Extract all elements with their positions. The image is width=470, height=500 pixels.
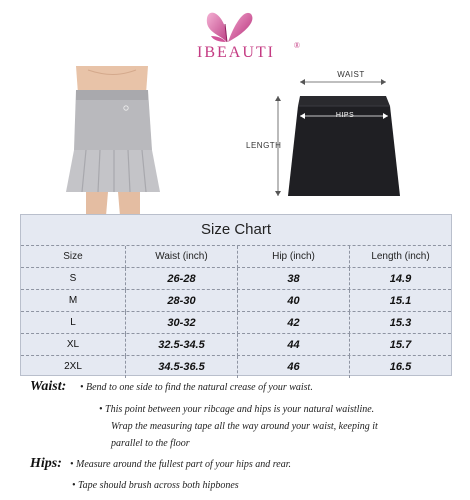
waist-cell: 30-32 [125, 312, 237, 334]
table-row [21, 311, 451, 334]
hips-heading: Hips: [30, 456, 62, 471]
length-cell: 14.9 [349, 268, 451, 290]
hip-cell: 44 [237, 334, 349, 356]
waist-note: • This point between your ribcage and hips is your natural waistline. [99, 404, 375, 415]
table-row [21, 289, 451, 312]
registered-mark: ® [293, 41, 302, 50]
column-header-hip: Hip (inch) [237, 246, 349, 268]
waist-cell: 32.5-34.5 [125, 334, 237, 356]
waist-note: • Bend to one side to find the natural crease of your waist. [80, 382, 313, 393]
waist-note: Wrap the measuring tape all the way around your waist, keeping it [111, 421, 378, 432]
hip-cell: 46 [237, 356, 349, 378]
waist-cell: 26-28 [125, 268, 237, 290]
measurement-diagram [240, 68, 440, 208]
hips-label: HIPS [335, 112, 355, 119]
column-header-waist: Waist (inch) [125, 246, 237, 268]
length-cell: 15.3 [349, 312, 451, 334]
length-cell: 15.1 [349, 290, 451, 312]
column-header-length: Length (inch) [349, 246, 451, 268]
table-row [21, 355, 451, 378]
size-chart-title: Size Chart [200, 221, 272, 238]
size-cell: XL [66, 339, 80, 350]
hips-note: • Measure around the fullest part of your hips and rear. [70, 459, 291, 470]
hip-cell: 38 [237, 268, 349, 290]
size-cell: L [70, 317, 76, 328]
brand-name: IBEAUTI ® [197, 41, 302, 61]
length-label: LENGTH [246, 141, 282, 150]
length-cell: 16.5 [349, 356, 451, 378]
waist-label: WAIST [337, 70, 365, 79]
waist-cell: 28-30 [125, 290, 237, 312]
table-header-row [21, 245, 451, 268]
butterfly-icon [199, 4, 255, 46]
hips-note: • Tape should brush across both hipbones [72, 480, 239, 491]
column-header-size: Size [63, 251, 83, 262]
table-row [21, 333, 451, 356]
table-row [21, 267, 451, 290]
length-cell: 15.7 [349, 334, 451, 356]
waist-cell: 34.5-36.5 [125, 356, 237, 378]
hip-cell: 40 [237, 290, 349, 312]
product-photo [56, 66, 168, 216]
size-cell: 2XL [64, 361, 82, 372]
size-chart-table [20, 214, 452, 376]
size-cell: S [69, 273, 77, 284]
size-cell: M [68, 295, 78, 306]
waist-heading: Waist: [30, 379, 67, 394]
waist-note: parallel to the floor [111, 438, 190, 449]
hip-cell: 42 [237, 312, 349, 334]
